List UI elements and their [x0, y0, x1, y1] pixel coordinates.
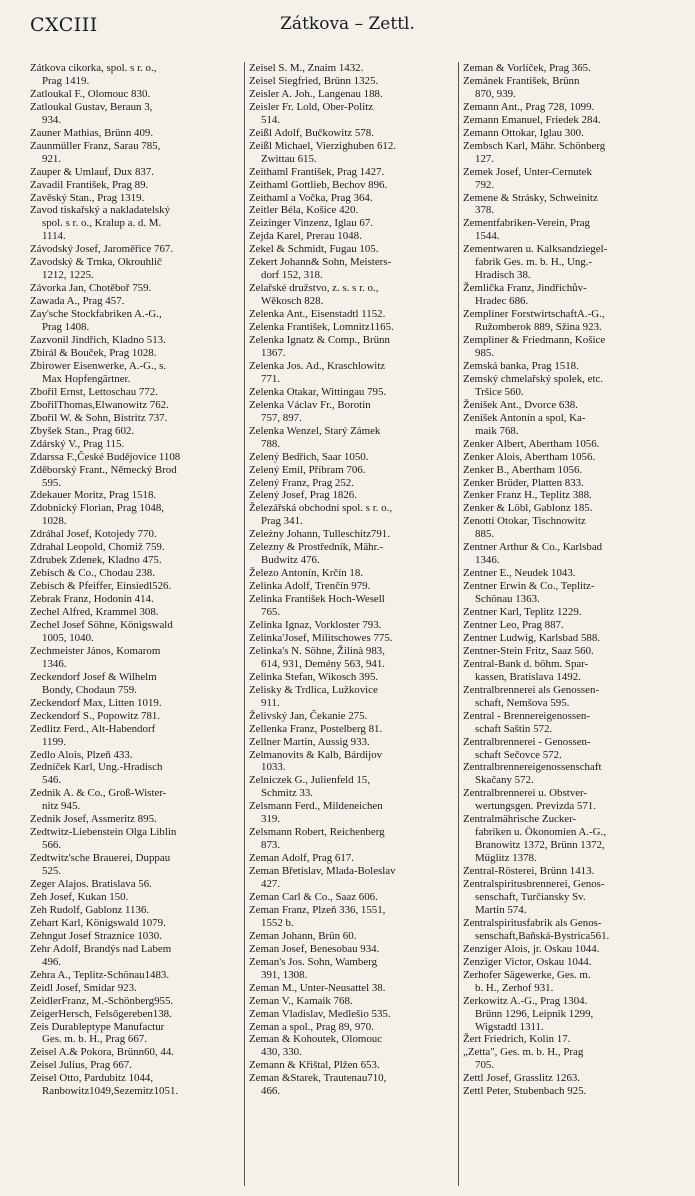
- directory-entry: Zentralmährische Zucker-: [463, 813, 577, 826]
- directory-entry: Ženíšek Ant., Dvorce 638.: [463, 398, 578, 411]
- directory-entry: Zeißl Michael, Vierzighuben 612.: [249, 139, 397, 152]
- directory-entry: Zeman Carl & Co., Saaz 606.: [249, 891, 378, 903]
- directory-entry-continuation: 1552 b.: [261, 916, 294, 929]
- directory-entry: Zelinka Adolf, Trenčín 979.: [249, 580, 371, 593]
- directory-entry: Zejda Karel, Prerau 1048.: [249, 230, 362, 243]
- directory-entry-continuation: 921.: [42, 152, 62, 165]
- directory-entry: Zatloukal F., Olomouc 830.: [30, 87, 151, 100]
- directory-entry-continuation: wertungsgen. Previzda 571.: [475, 800, 596, 813]
- directory-entry-continuation: Prag 1419.: [42, 74, 90, 87]
- directory-entry: Zedlo Alois, Plzeň 433.: [30, 748, 133, 761]
- directory-entry: Zeisel Julius, Prag 667.: [30, 1059, 132, 1072]
- directory-entry: Zeisel Otto, Pardubitz 1044,: [30, 1072, 154, 1085]
- directory-entry: Zehart Karl, Königswald 1079.: [30, 916, 166, 929]
- directory-entry: Zentral-Rösterei, Brünn 1413.: [463, 865, 595, 878]
- directory-entry-continuation: 391, 1308.: [261, 968, 308, 981]
- directory-entry: Zeisel S. M., Znaim 1432.: [249, 62, 364, 74]
- directory-entry: Zeisel Siegfried, Brünn 1325.: [249, 74, 379, 87]
- directory-entry: Žert Friedrich, Kolin 17.: [463, 1033, 571, 1046]
- directory-entry: Zemek Josef, Unter-Cernutek: [463, 165, 592, 178]
- directory-entry: Zebrak Franz, Hodonín 414.: [30, 593, 154, 606]
- directory-entry-continuation: kassen, Bratislava 1492.: [475, 670, 581, 683]
- directory-entry: Zeithaml a Vočka, Prag 364.: [249, 191, 373, 204]
- directory-entry-continuation: maik 768.: [475, 424, 519, 437]
- directory-entry: Zelenka Wenzel, Starý Zámek: [249, 424, 381, 437]
- directory-entry: Zempliner ForstwirtschaftA.-G.,: [463, 308, 605, 321]
- directory-entry-continuation: Zwittau 615.: [261, 152, 317, 165]
- directory-entry: Závorka Jan, Chotěboř 759.: [30, 282, 152, 295]
- directory-entry: Zelený Josef, Prag 1826.: [249, 489, 357, 502]
- directory-entry-continuation: 1028.: [42, 515, 67, 528]
- directory-entry: Želivský Jan, Čekanie 275.: [249, 709, 368, 722]
- page-number: CXCIII: [30, 14, 98, 36]
- directory-entry-continuation: senschaft, Turčiansky Sv.: [475, 891, 586, 903]
- directory-entry-continuation: Ružomberok 889, Sžina 923.: [475, 321, 602, 334]
- directory-entry: „Zetta", Ges. m. b. H., Prag: [463, 1046, 584, 1059]
- directory-entry: Zavodský & Trnka, Okrouhlič: [30, 256, 162, 269]
- directory-entry: Zehngut Josef Straznice 1030.: [30, 929, 162, 942]
- directory-entry-continuation: Ges. m. b. H., Prag 667.: [42, 1033, 147, 1046]
- directory-entry: Zelmanovits & Kalb, Bárdijov: [249, 748, 383, 761]
- directory-entry: Zeman Josef, Benesobau 934.: [249, 942, 380, 955]
- directory-entry: Zebisch & Co., Chodau 238.: [30, 567, 155, 580]
- directory-entry: Železo Antonín, Krčín 18.: [249, 567, 364, 580]
- directory-entry: Zeman & Vorlíček, Prag 365.: [463, 62, 591, 74]
- directory-entry: Zelenka Otakar, Wittingau 795.: [249, 385, 387, 398]
- directory-entry: Zdrahal Leopold, Chomiž 759.: [30, 541, 165, 554]
- directory-entry: Zeman Adolf, Prag 617.: [249, 852, 354, 865]
- directory-entry-continuation: schaft Sečovce 572.: [475, 748, 562, 761]
- directory-entry-continuation: 873.: [261, 839, 281, 852]
- directory-entry: Zbirál & Bouček, Prag 1028.: [30, 346, 157, 359]
- directory-entry: Zelenka Václav Fr., Borotin: [249, 398, 371, 411]
- directory-entry-continuation: 496.: [42, 955, 62, 968]
- directory-entry: Zellenka Franz, Postelberg 81.: [249, 722, 383, 735]
- column-2: [244, 62, 458, 1186]
- directory-entry: Zelinka Stefan, Wikosch 395.: [249, 670, 379, 683]
- directory-entry: Zeman Johann, Brün 60.: [249, 929, 357, 942]
- directory-entry: Zehra A., Teplitz-Schönau1483.: [30, 968, 170, 981]
- directory-entry: Zelařské družstvo, z. s. s r. o.,: [249, 282, 379, 295]
- directory-entry-continuation: 378.: [475, 204, 495, 217]
- directory-entry: Zdrubek Zdenek, Kladno 475.: [30, 554, 162, 567]
- directory-entry-continuation: 546.: [42, 774, 62, 787]
- directory-entry: Zemská banka, Prag 1518.: [463, 359, 579, 372]
- directory-entry: Zedtwitz'sche Brauerei, Duppau: [30, 852, 171, 865]
- directory-entry: Železářská obchodní spol. s r. o.,: [249, 502, 393, 515]
- directory-entry-continuation: Müglitz 1378.: [475, 852, 537, 865]
- directory-entry-continuation: Wěkosch 828.: [261, 295, 324, 308]
- directory-entry: Zedtwitz-Liebenstein Olga Liblin: [30, 826, 177, 839]
- directory-entry: Zelenka Jos. Ad., Kraschlowitz: [249, 359, 386, 372]
- directory-entry-continuation: 514.: [261, 113, 281, 126]
- directory-entry: Zementfabriken-Verein, Prag: [463, 217, 591, 230]
- directory-entry-continuation: Bondy, Chodaun 759.: [42, 683, 137, 696]
- directory-entry-continuation: 1005, 1040.: [42, 631, 94, 644]
- directory-entry-continuation: 765.: [261, 606, 281, 619]
- directory-entry-continuation: 885.: [475, 528, 495, 541]
- directory-entry-continuation: 525.: [42, 865, 62, 878]
- directory-entry: Zavěský Stan., Prag 1319.: [30, 191, 145, 204]
- directory-entry-continuation: spol. s r. o., Kralup a. d. M.: [42, 217, 162, 230]
- directory-entry: Zentral-Bank d. böhm. Spar-: [463, 657, 589, 670]
- directory-entry: Zentner-Stein Fritz, Saaz 560.: [463, 644, 594, 657]
- directory-entry: Zempliner & Friedmann, Košice: [463, 334, 606, 347]
- directory-entry: Zemský chmelařský spolek, etc.: [463, 372, 604, 385]
- directory-entry: ZeidlerFranz, M.-Schönberg955.: [30, 994, 174, 1007]
- directory-entry-continuation: Prag 341.: [261, 515, 303, 528]
- directory-entry-continuation: 1367.: [261, 346, 286, 359]
- directory-entry-continuation: 870, 939.: [475, 87, 516, 100]
- directory-entry-continuation: fabriken u. Ökonomien A.-G.,: [475, 826, 606, 839]
- directory-entry-continuation: 1212, 1225.: [42, 269, 94, 282]
- directory-entry: Zeizinger Vinzenz, Iglau 67.: [249, 217, 374, 230]
- directory-entry: Zay'sche Stockfabriken A.-G.,: [30, 308, 162, 321]
- directory-entry: Zentralspiritusfabrik als Genos-: [463, 916, 602, 929]
- directory-entry: Zentralbrennerei - Genossen-: [463, 735, 591, 748]
- directory-entry-continuation: Wigstadtl 1311.: [475, 1020, 544, 1033]
- directory-entry-continuation: 934.: [42, 113, 62, 126]
- directory-entry-continuation: dorf 152, 318.: [261, 269, 323, 282]
- directory-entry: Zellner Martin, Aussig 933.: [249, 735, 370, 748]
- directory-entry: Zděborský Frant., Německý Brod: [30, 463, 177, 476]
- directory-entry: Zenotti Otokar, Tischnowitz: [463, 515, 586, 528]
- directory-entry: Zemann & Křištal, Plžen 653.: [249, 1059, 380, 1072]
- directory-entry: Zavadil František, Prag 89.: [30, 178, 149, 191]
- directory-entry: Zelisky & Trdlica, Lužkovice: [249, 683, 378, 696]
- directory-entry: Zenker Brüder, Platten 833.: [463, 476, 584, 489]
- directory-entry: Zelinka'Josef, Militschowes 775.: [249, 631, 393, 644]
- directory-entry-continuation: Schmitz 33.: [261, 787, 314, 800]
- directory-entry: Zdráhal Josef, Kotojedy 770.: [30, 528, 157, 541]
- directory-entry: Zeman Vladislav, Medlešio 535.: [249, 1007, 391, 1020]
- directory-entry: Zenker Franz H., Teplitz 388.: [463, 489, 592, 502]
- directory-entry-continuation: Budwitz 476.: [261, 554, 320, 567]
- directory-entry: Zebisch & Pfeiffer, Einsiedl526.: [30, 580, 172, 593]
- directory-entry: Zentralbrennerei u. Obstver-: [463, 787, 588, 800]
- directory-entry: Zeman's Jos. Sohn, Wamberg: [249, 955, 378, 968]
- directory-entry: Zekel & Schmidt, Fugau 105.: [249, 243, 379, 256]
- directory-entry-continuation: Brünn 1296, Leipnik 1299,: [475, 1007, 594, 1020]
- directory-entry: Zelsmann Robert, Reichenberg: [249, 826, 385, 839]
- directory-entry: Zatloukal Gustav, Beraun 3,: [30, 100, 153, 113]
- directory-entry: Závodský Josef, Jaroměřice 767.: [30, 243, 174, 256]
- directory-entry-continuation: 430, 330.: [261, 1046, 302, 1059]
- directory-entry: Zentralbrennerei als Genossen-: [463, 683, 600, 696]
- directory-entry-continuation: Ranbowitz1049,Sezemitz1051.: [42, 1085, 179, 1098]
- column-1: [30, 62, 244, 1186]
- directory-entry: Zelsmann Ferd., Mildeneichen: [249, 800, 383, 813]
- directory-entry: Zednik A. & Co., Groß-Wister-: [30, 787, 167, 800]
- directory-entry: Zelniczek G., Julienfeld 15,: [249, 774, 370, 787]
- directory-entry: Zehr Adolf, Brandýs nad Labem: [30, 942, 172, 955]
- directory-entry-continuation: Schönau 1363.: [475, 593, 540, 606]
- directory-entry: Zelenka Ant., Eisenstadtl 1152.: [249, 308, 386, 321]
- directory-entry: Zeidl Josef, Smidar 923.: [30, 981, 137, 994]
- directory-entry-continuation: 127.: [475, 152, 495, 165]
- directory-entry-continuation: 792.: [475, 178, 495, 191]
- directory-entry: Zenziger Alois, jr. Oskau 1044.: [463, 942, 600, 955]
- directory-entry-continuation: 1033.: [261, 761, 286, 774]
- directory-entry: Zeitler Béla, Košice 420.: [249, 204, 359, 217]
- directory-entry: Zbirower Eisenwerke, A.-G., s.: [30, 359, 167, 372]
- directory-entry: Zeman V., Kamaik 768.: [249, 994, 353, 1007]
- directory-entry: Zechmeister János, Komarom: [30, 644, 161, 657]
- directory-entry: Zdárský V., Prag 115.: [30, 437, 125, 450]
- directory-entry: Zelený Emil, Příbram 706.: [249, 463, 366, 476]
- directory-entry-continuation: 595.: [42, 476, 62, 489]
- directory-entry-continuation: Martin 574.: [475, 903, 527, 916]
- directory-entry: Zazvonil Jindřich, Kladno 513.: [30, 334, 166, 347]
- directory-entry: Zeis Durableptype Manufactur: [30, 1020, 165, 1033]
- directory-entry-continuation: Hradec 686.: [475, 295, 529, 308]
- directory-entry: Zeman &Starek, Trautenau710,: [249, 1072, 387, 1085]
- directory-entry-continuation: Hradisch 38.: [475, 269, 531, 282]
- directory-entry: Žemlička Franz, Jindřichův-: [463, 282, 587, 295]
- directory-entry: Zelinka Ignaz, Vorkloster 793.: [249, 618, 382, 631]
- directory-entry: Zeißl Adolf, Bučkowitz 578.: [249, 126, 374, 139]
- directory-entry: Zelený Franz, Prag 252.: [249, 476, 354, 489]
- directory-entry-continuation: Tršice 560.: [475, 385, 524, 398]
- directory-entry: Zeckendorf Max, Litten 1019.: [30, 696, 162, 709]
- directory-entry: Zeleżny Johann, Tulleschitz791.: [249, 528, 390, 541]
- directory-entry: Zeman M., Unter-Neusattel 38.: [249, 981, 386, 994]
- directory-entry: Zelinka's N. Söhne, Žilinà 983,: [249, 644, 385, 657]
- directory-entry: Zavod tiskařský a nakladatelský: [30, 204, 171, 217]
- directory-entry: Zeníšek Antonín a spol, Ka-: [463, 411, 586, 424]
- directory-entry: Zerkowitz A.-G., Prag 1304.: [463, 994, 588, 1007]
- directory-entry-continuation: 1346.: [42, 657, 67, 670]
- directory-entry-continuation: senschaft,Baňská-Bystrica561.: [475, 929, 610, 942]
- directory-entry: Zeh Josef, Kukan 150.: [30, 891, 129, 903]
- directory-entry-continuation: Branowitz 1372, Brünn 1372,: [475, 839, 605, 852]
- directory-entry: Zentralbrennereigenossenschaft: [463, 761, 602, 774]
- directory-entry: Zeger Alajos. Bratislava 56.: [30, 878, 152, 891]
- directory-entry: Zelenka Ignatz & Comp., Brünn: [249, 334, 390, 347]
- directory-entry: Zdarssa F.,České Budějovice 1108: [30, 450, 181, 463]
- directory-entry: Zbořil W. & Sohn, Bistritz 737.: [30, 411, 168, 424]
- directory-entry: Zentner Karl, Teplitz 1229.: [463, 606, 582, 619]
- directory-entry: Zeckendorf Josef & Wilhelm: [30, 670, 157, 683]
- directory-entry-continuation: 427.: [261, 878, 281, 891]
- directory-entry: ZbořilThomas,Elwanowitz 762.: [30, 398, 169, 411]
- directory-entry: Zentner Arthur & Co., Karlsbad: [463, 541, 603, 554]
- directory-entry: Zentral - Brennereigenossen-: [463, 709, 591, 722]
- directory-entry-continuation: 771.: [261, 372, 281, 385]
- directory-entry: Zechel Alfred, Krammel 308.: [30, 606, 159, 619]
- directory-entry: Zedníček Karl, Ung.-Hradisch: [30, 761, 163, 774]
- directory-entry-continuation: 788.: [261, 437, 281, 450]
- directory-entry: Zeithaml František, Prag 1427.: [249, 165, 385, 178]
- directory-entry: Zelezny & Prostředník, Mähr.-: [249, 541, 383, 554]
- directory-entry: Zeisler Fr. Lold, Ober-Politz: [249, 100, 374, 113]
- directory-entry: Zeisel A.& Pokora, Brünn60, 44.: [30, 1046, 174, 1059]
- directory-entry-continuation: nitz 945.: [42, 800, 81, 813]
- directory-entry: Zenker Albert, Abertham 1056.: [463, 437, 600, 450]
- directory-entry: Zeman Břetislav, Mlada-Boleslav: [249, 865, 396, 878]
- directory-entry-continuation: 705.: [475, 1059, 495, 1072]
- directory-entry-continuation: b. H., Zerhof 931.: [475, 981, 554, 994]
- directory-entry: Zaunmüller Franz, Sarau 785,: [30, 139, 161, 152]
- directory-entry: Zentner Ludwig, Karlsbad 588.: [463, 631, 601, 644]
- directory-entry: Zdobnický Florian, Prag 1048,: [30, 502, 165, 515]
- directory-entry-continuation: 1544.: [475, 230, 500, 243]
- directory-entry-continuation: 614, 931, Demény 563, 941.: [261, 657, 386, 670]
- directory-entry-continuation: Prag 1408.: [42, 321, 90, 334]
- directory-entry: Zdekauer Moritz, Prag 1518.: [30, 489, 157, 502]
- directory-entry: Zawada A., Prag 457.: [30, 295, 125, 308]
- directory-entry: Zenker B., Abertham 1056.: [463, 463, 583, 476]
- directory-entry-continuation: 1199.: [42, 735, 67, 748]
- directory-entry: Zeman & Kohoutek, Olomouc: [249, 1033, 383, 1046]
- directory-entry-continuation: 911.: [261, 696, 280, 709]
- directory-entry: Zedlitz Ferd., Alt-Habendorf: [30, 722, 156, 735]
- directory-entry: Zerhofer Sägewerke, Ges. m.: [463, 968, 591, 981]
- directory-entry: Zemann Ant., Prag 728, 1099.: [463, 100, 595, 113]
- directory-entry: Zelený Bedřich, Saar 1050.: [249, 450, 369, 463]
- directory-entry: Zauner Mathias, Brünn 409.: [30, 126, 154, 139]
- directory-entry: Zemánek František, Brünn: [463, 74, 580, 87]
- directory-entry: Zembsch Karl, Mähr. Schönberg: [463, 139, 606, 152]
- directory-entry: Zemene & Strásky, Schweinitz: [463, 191, 598, 204]
- directory-entry-continuation: Max Hopfengärtner.: [42, 372, 131, 385]
- directory-entry: ZeigerHersch, Felsőgereben138.: [30, 1007, 172, 1020]
- directory-entry: Zentner Leo, Prag 887.: [463, 618, 564, 631]
- running-title: Zátkova – Zettl.: [280, 14, 415, 34]
- directory-entry: Zettl Josef, Grasslitz 1263.: [463, 1072, 581, 1085]
- directory-entry-continuation: 985.: [475, 346, 495, 359]
- directory-entry-continuation: schaft, Nemšova 595.: [475, 696, 570, 709]
- directory-entry-continuation: 1346.: [475, 554, 500, 567]
- directory-columns: [30, 62, 682, 1186]
- directory-entry: Zelenka František, Lomnitz1165.: [249, 321, 394, 334]
- directory-entry: Zechel Josef Söhne, Königswald: [30, 618, 173, 631]
- directory-entry: Zelinka František Hoch-Wesell: [249, 593, 385, 606]
- directory-entry-continuation: 466.: [261, 1085, 281, 1098]
- directory-entry: Zentner Erwin & Co., Teplitz-: [463, 580, 595, 593]
- directory-entry-continuation: schaft Saštin 572.: [475, 722, 553, 735]
- column-3: [458, 62, 682, 1186]
- directory-entry: Zenziger Victor, Oskau 1044.: [463, 955, 592, 968]
- page-header: [0, 0, 695, 50]
- directory-entry-continuation: fabrik Ges. m. b. H., Ung.-: [475, 256, 593, 269]
- directory-entry-continuation: 1114.: [42, 230, 66, 243]
- directory-entry: Zednik Josef, Assmeritz 895.: [30, 813, 157, 826]
- directory-entry: Zeisler A. Joh., Langenau 188.: [249, 87, 383, 100]
- directory-entry: Zemann Ottokar, Iglau 300.: [463, 126, 584, 139]
- directory-entry: Zentralspiritusbrennerei, Genos-: [463, 878, 605, 891]
- directory-entry: Zeckendorf S., Popowitz 781.: [30, 709, 161, 722]
- directory-entry: Zettl Peter, Stubenbach 925.: [463, 1085, 587, 1098]
- directory-entry: Zementwaren u. Kalksandziegel-: [463, 243, 608, 256]
- directory-entry: Zeman Franz, Plzeň 336, 1551,: [249, 903, 386, 916]
- directory-entry-continuation: 757, 897.: [261, 411, 302, 424]
- directory-entry: Zenker & Löbl, Gablonz 185.: [463, 502, 593, 515]
- directory-entry-continuation: 566.: [42, 839, 62, 852]
- directory-entry: Zátkova cikorka, spol. s r. o.,: [30, 62, 157, 74]
- directory-entry: Zauper & Umlauf, Dux 837.: [30, 165, 155, 178]
- directory-entry: Zentner E., Neudek 1043.: [463, 567, 576, 580]
- directory-entry: Zeman a spol., Prag 89, 970.: [249, 1020, 374, 1033]
- directory-entry: Zbyšek Stan., Prag 602.: [30, 424, 135, 437]
- directory-entry: Zekert Johann& Sohn, Meisters-: [249, 256, 392, 269]
- directory-entry: Zemann Emanuel, Friedek 284.: [463, 113, 601, 126]
- directory-entry: Zbořil Ernst, Lettoschau 772.: [30, 385, 158, 398]
- directory-entry-continuation: 319.: [261, 813, 281, 826]
- directory-entry: Zeithaml Gottlieb, Bechov 896.: [249, 178, 388, 191]
- directory-entry: Zenker Alois, Abertham 1056.: [463, 450, 596, 463]
- directory-entry-continuation: Skačany 572.: [475, 774, 534, 787]
- directory-entry: Zeh Rudolf, Gablonz 1136.: [30, 903, 150, 916]
